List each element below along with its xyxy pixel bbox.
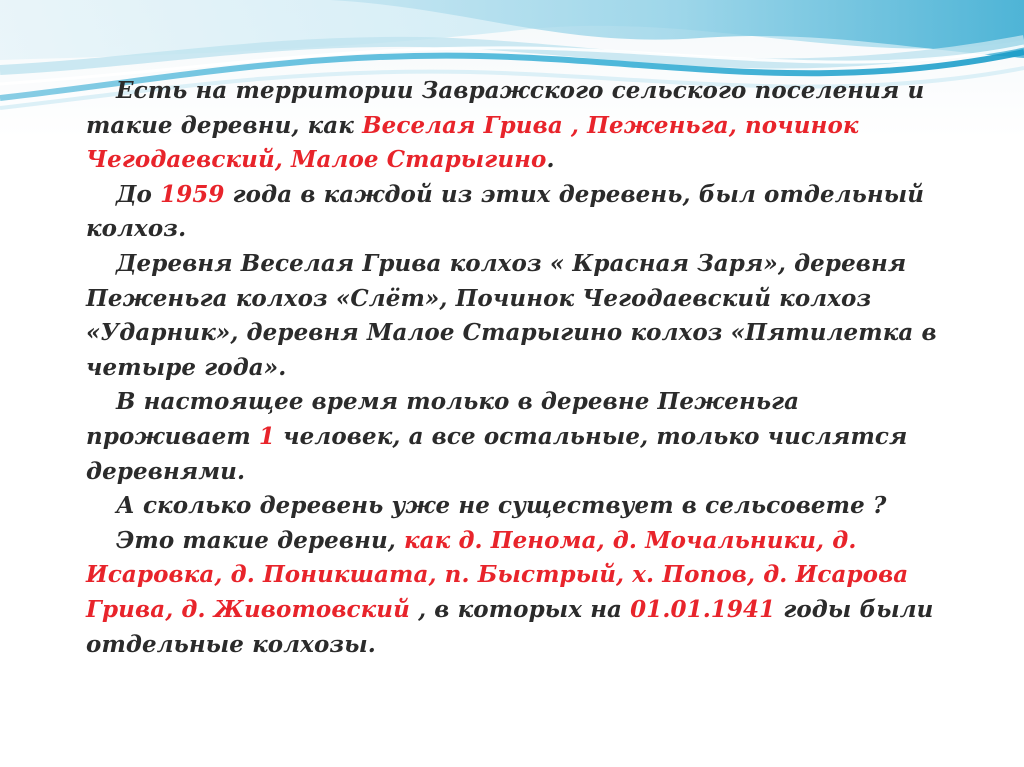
highlighted-text: Веселая Грива , Пеженьга, починок Чегодаевский, Малое Старыгино [86,111,859,174]
body-text: , в которых на [409,595,631,623]
paragraph [86,178,946,247]
body-text: Деревня Веселая Грива колхоз « Красная Заря», деревня Пеженьга колхоз «Слёт», Починок Чегодаевский колхоз «Ударник», деревня Малое Старыгино колхоз «Пятилетка в четыре года». [86,249,937,381]
paragraph [86,247,946,385]
highlighted-text: как д. Пенома, д. Мочальники, д. Исаровка, д. Поникшата, п. Быстрый, х. Попов, д. Исарова Грива, д. Животовский [86,526,909,623]
body-text: Это такие деревни, [116,526,404,554]
slide-text-body [86,74,946,662]
paragraph [86,524,946,662]
body-text: . [546,146,555,174]
paragraph [86,74,946,178]
body-text: До [116,180,161,208]
highlighted-text: 01.01.1941 [630,595,776,623]
body-text: года в каждой из этих деревень, был отдельный колхоз. [86,180,925,243]
paragraph [86,385,946,489]
paragraph [86,489,946,524]
body-text: В настоящее время только в деревне Пеженьга проживает [86,388,800,450]
highlighted-text: 1959 [160,180,225,208]
body-text: человек, а все остальные, только числятся деревнями. [86,422,908,485]
highlighted-text: 1 [258,422,275,450]
body-text: А сколько деревень уже не существует в сельсовете ? [116,492,887,520]
body-text: годы были отдельные колхозы. [86,595,934,658]
body-text: Есть на территории Завражского сельского поселения и такие деревни, как [86,77,925,139]
